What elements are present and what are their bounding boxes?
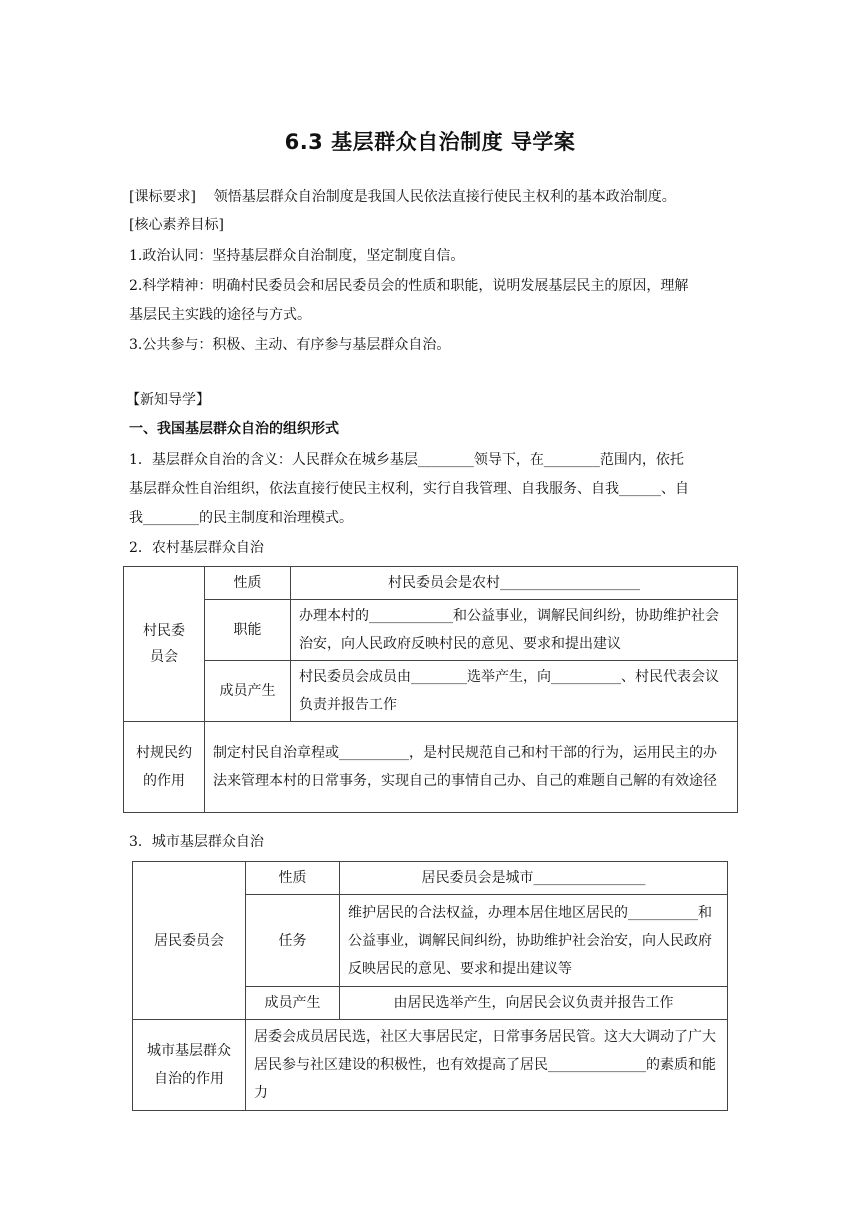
rural-function-text: 办理本村的____________和公益事业，调解民间纠纷，协助维护社会治安，向人民政府反映村民的意见、要求和提出建议: [291, 600, 738, 661]
rural-member-label: 成员产生: [205, 661, 291, 722]
urban-role-text: 居委会成员居民选，社区大事居民定，日常事务居民管。这大大调动了广大居民参与社区建设的积极性，也有效提高了居民______________的素质和能力: [246, 1020, 728, 1111]
urban-nature-text: 居民委员会是城市________________: [340, 862, 728, 895]
rural-function-label: 职能: [205, 600, 291, 661]
goal-item-1: 1.政治认同：坚持基层群众自治制度，坚定制度自信。: [129, 248, 465, 264]
urban-table: [132, 861, 728, 1111]
goal-item-2b: 基层民主实践的途径与方式。: [129, 307, 311, 323]
urban-org-cell: 居民委员会: [133, 862, 246, 1020]
rural-heading: 2．农村基层群众自治: [129, 540, 264, 556]
section-bracket: 【新知导学】: [126, 392, 210, 408]
urban-heading: 3．城市基层群众自治: [129, 834, 264, 850]
page-title: 6.3 基层群众自治制度 导学案: [284, 130, 576, 154]
core-literacy-tag: [核心素养目标]: [129, 217, 224, 233]
goal-item-3: 3.公共参与：积极、主动、有序参与基层群众自治。: [129, 337, 451, 353]
section-heading: 一、我国基层群众自治的组织形式: [129, 421, 339, 437]
rural-table: [123, 566, 738, 813]
requirement-tag: [课标要求]: [129, 189, 196, 205]
requirement-text: 领悟基层群众自治制度是我国人民依法直接行使民主权利的基本政治制度。: [213, 189, 676, 205]
urban-task-text: 维护居民的合法权益，办理本居住地区居民的__________和公益事业，调解民间纠纷，协助维护社会治安，向人民政府反映居民的意见、要求和提出建议等: [340, 895, 728, 987]
rural-rules-label: 村规民约 的作用: [124, 722, 205, 813]
curriculum-requirement: [129, 187, 733, 207]
definition-line-3: 我________的民主制度和治理模式。: [129, 510, 353, 526]
rural-member-text: 村民委员会成员由________选举产生，向__________、村民代表会议负责并报告工作: [291, 661, 738, 722]
rural-nature-label: 性质: [205, 567, 291, 600]
definition-line-2: 基层群众性自治组织，依法直接行使民主权利，实行自我管理、自我服务、自我______、自: [129, 481, 689, 497]
urban-member-text: 由居民选举产生，向居民会议负责并报告工作: [340, 987, 728, 1020]
urban-task-label: 任务: [246, 895, 340, 987]
rural-rules-text: 制定村民自治章程或__________，是村民规范自己和村干部的行为，运用民主的办法来管理本村的日常事务，实现自己的事情自己办、自己的难题自己解的有效途径: [205, 722, 738, 813]
urban-nature-label: 性质: [246, 862, 340, 895]
goal-item-2a: 2.科学精神：明确村民委员会和居民委员会的性质和职能，说明发展基层民主的原因，理解: [129, 278, 689, 294]
urban-role-label: 城市基层群众 自治的作用: [133, 1020, 246, 1111]
urban-member-label: 成员产生: [246, 987, 340, 1020]
definition-line-1: 1．基层群众自治的含义：人民群众在城乡基层________领导下，在________范围内，依托: [129, 452, 684, 468]
rural-nature-text: 村民委员会是农村____________________: [291, 567, 738, 600]
rural-org-cell: 村民委 员会: [124, 567, 205, 722]
